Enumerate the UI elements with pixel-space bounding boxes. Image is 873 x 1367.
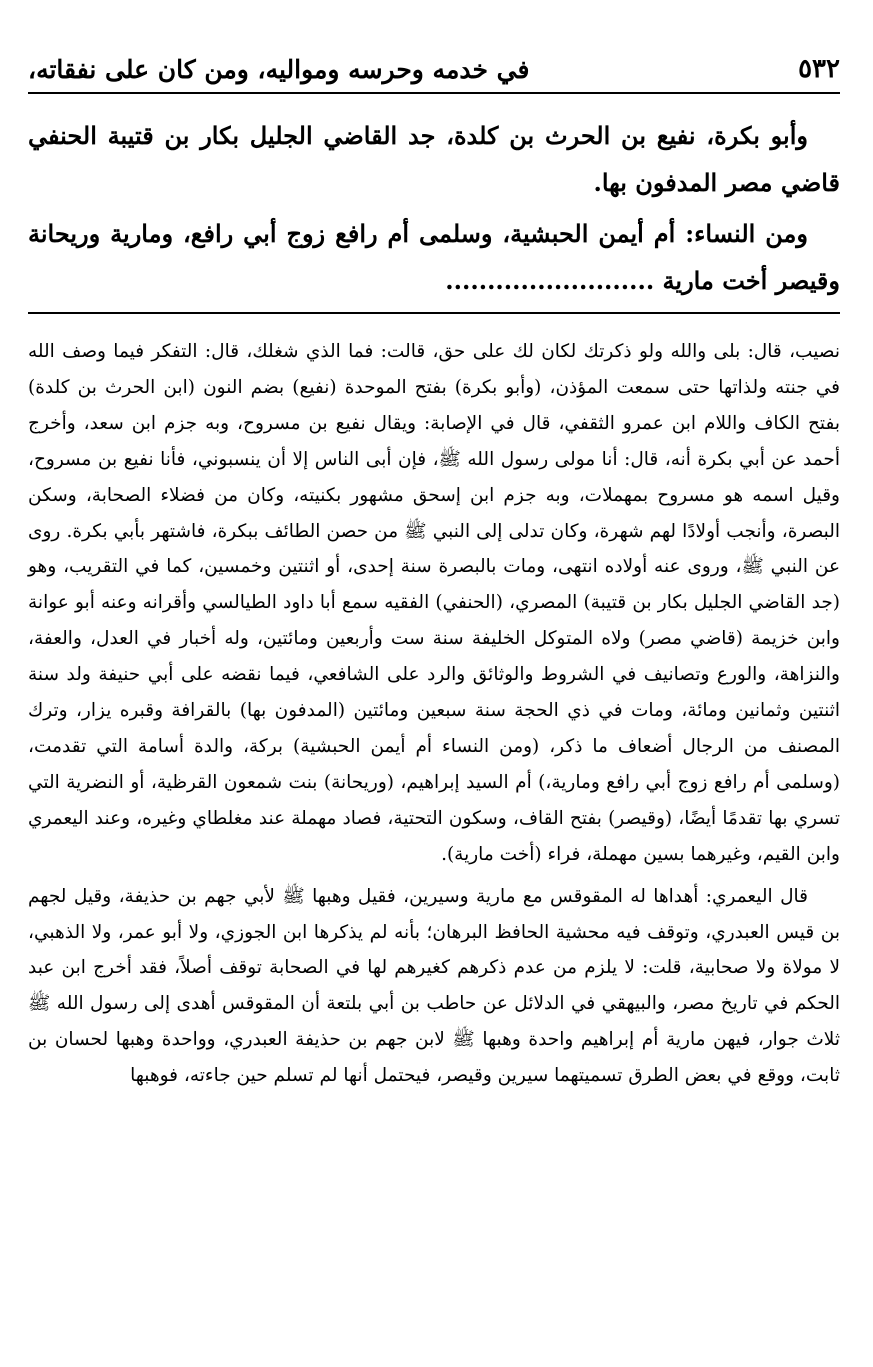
page-number: ٥٣٢ — [798, 54, 840, 84]
main-text-line: ومن النساء: أم أيمن الحبشية، وسلمى أم رافع زوج أبي رافع، ومارية وريحانة وقيصر أخت مارية — [28, 219, 840, 295]
page-header — [28, 46, 840, 94]
ellipsis-dots: ......................... — [445, 266, 655, 295]
main-text-paragraph — [28, 210, 840, 304]
book-page — [28, 46, 840, 1346]
main-text-paragraph: وأبو بكرة، نفيع بن الحرث بن كلدة، جد القاضي الجليل بكار بن قتيبة الحنفي قاضي مصر المدفون بها. — [28, 121, 840, 197]
main-text-block — [28, 112, 840, 314]
commentary-paragraph: قال اليعمري: أهداها له المقوقس مع مارية وسيرين، فقيل وهبها ﷺ لأبي جهم بن حذيفة، وقيل لجهم بن قيس العبدري، وتوقف فيه محشية الحافظ البرهان؛ بأنه لم يذكرها ابن الجوزي، ولا أبو عمر، ولا الذهبي، لا مولاة ولا صحابية، قلت: لا يلزم من عدم ذكرهم كغيرهم لها في الصحابة توقف أصلاً، فقد أخرج ابن عبد الحكم في تاريخ مصر، والبيهقي في الدلائل عن حاطب بن أبي بلتعة أن المقوقس أهدى إلى رسول الله ﷺ ثلاث جوار، فيهن مارية أم إبراهيم واحدة وهبها ﷺ لابن جهم بن حذيفة العبدري، وواحدة وهبها لحسان بن ثابت، ووقع في بعض الطرق تسميتهما سيرين وقيصر، فيحتمل أنها لم تسلم حين جاءته، فوهبها — [28, 885, 840, 1087]
running-title: في خدمه وحرسه ومواليه، ومن كان على نفقاته، — [28, 54, 530, 84]
commentary-block — [28, 334, 840, 1094]
commentary-paragraph: نصيب، قال: بلى والله ولو ذكرتك لكان لك على حق، قالت: فما الذي شغلك، قال: التفكر فيما وصف الله في جنته ولذاتها حتى سمعت المؤذن، (وأبو بكرة) بفتح الموحدة (نفيع) بضم النون (ابن الحرث بن كلدة) بفتح الكاف واللام ابن عمرو الثقفي، قال في الإصابة: ويقال نفيع بن مسروح، وبه جزم ابن سعد، وأخرج أحمد عن أبي بكرة أنه، قال: أنا مولى رسول الله ﷺ، فإن أبى الناس إلا أن ينسبوني، فأنا نفيع بن مسروح، وقيل اسمه هو مسروح بمهملات، وبه جزم ابن إسحق مشهور بكنيته، وكان من فضلاء الصحابة، وسكن البصرة، وأنجب أولادًا لهم شهرة، وكان تدلى إلى النبي ﷺ من حصن الطائف ببكرة، فاشتهر بأبي بكرة. روى عن النبي ﷺ، وروى عنه أولاده انتهى، ومات بالبصرة سنة إحدى، أو اثنتين وخمسين، كما في التقريب، وهو (جد القاضي الجليل بكار بن قتيبة) المصري، (الحنفي) الفقيه سمع أبا داود الطيالسي وأقرانه وعنه أبو عوانة وابن خزيمة (قاضي مصر) ولاه المتوكل الخليفة سنة ست وأربعين ومائتين، وله أخبار في العدل، والعفة، والنزاهة، والورع وتصانيف في الشروط والوثائق والرد على الشافعي، فيما نقضه على أبي حنيفة ولد سنة اثنتين وثمانين ومائة، ومات في ذي الحجة سنة سبعين ومائتين (المدفون بها) بالقرافة وقبره يزار، وترك المصنف من الرجال أضعاف ما ذكر، (ومن النساء أم أيمن الحبشية) بركة، والدة أسامة التي تقدمت، (وسلمى أم رافع زوج أبي رافع ومارية،) أم السيد إبراهيم، (وريحانة) بنت شمعون القرظية، أو النضرية التي تسري بها تقدمًا أيضًا، (وقيصر) بفتح القاف، وسكون التحتية، فصاد مهملة عند مغلطاي وغيره، وعند اليعمري وابن القيم، وغيرهما بسين مهملة، فراء (أخت مارية). — [28, 341, 840, 865]
